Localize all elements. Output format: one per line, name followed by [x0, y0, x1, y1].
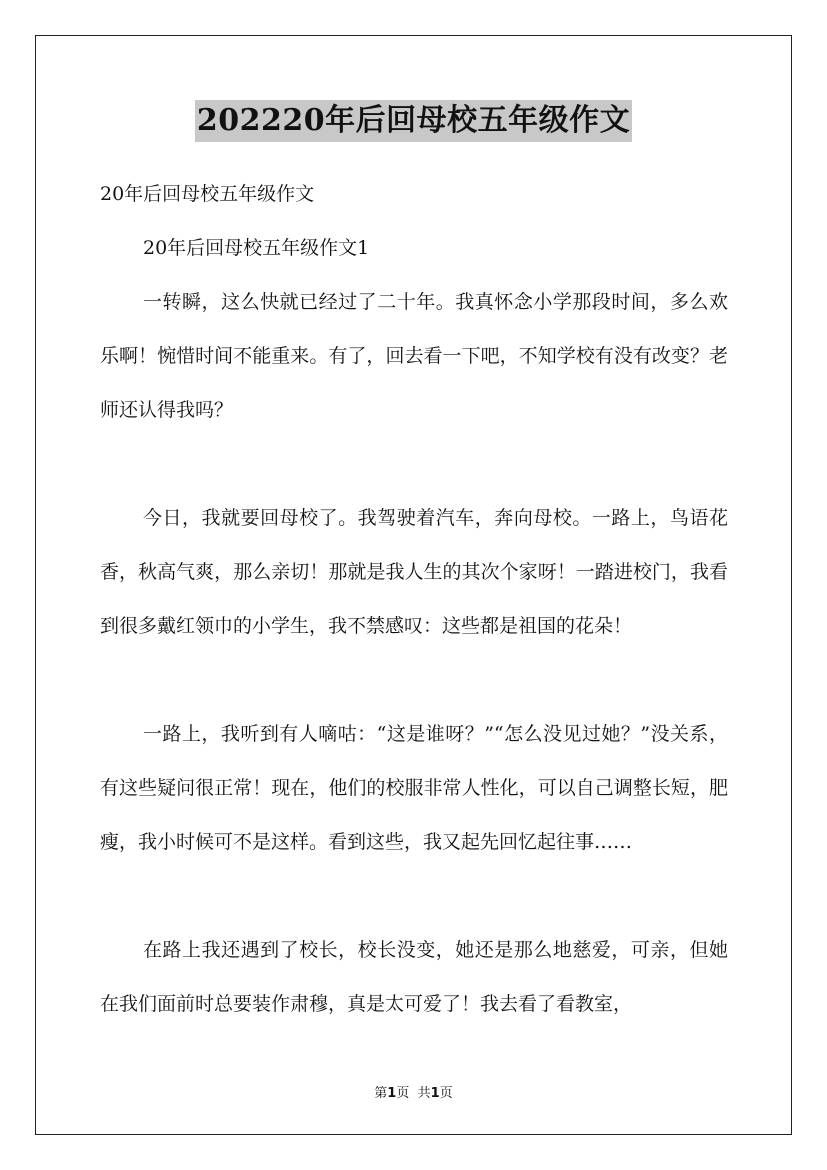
page-footer: [0, 1082, 827, 1101]
title-container: [0, 100, 827, 142]
total-suffix: 页: [439, 1086, 453, 1101]
page-prefix: 第: [374, 1086, 388, 1101]
paragraph-4: 在路上我还遇到了校长，校长没变，她还是那么地慈爱，可亲，但她在我们面前时总要装作肃穆，真是太可爱了！我去看了看教室，: [100, 939, 728, 1015]
document-subtitle: 20年后回母校五年级作文: [100, 183, 315, 205]
total-pages: 1: [430, 1086, 440, 1101]
paragraph-3: 一路上，我听到有人嘀咕：“这是谁呀？”“怎么没见过她？”没关系，有这些疑问很正常！现在，他们的校服非常人性化，可以自己调整长短，肥瘦，我小时候可不是这样。看到这些，我又起先回忆起往事……: [100, 723, 728, 853]
page-suffix: 页: [396, 1086, 410, 1101]
total-prefix: 共: [417, 1086, 431, 1101]
paragraph-2: 今日，我就要回母校了。我驾驶着汽车，奔向母校。一路上，鸟语花香，秋高气爽，那么亲切！那就是我人生的其次个家呀！一踏进校门，我看到很多戴红领巾的小学生，我不禁感叹：这些都是祖国的花朵！: [100, 507, 728, 637]
page-number: 1: [387, 1086, 397, 1101]
document-title: 202220年后回母校五年级作文: [195, 100, 632, 142]
paragraph-1: 一转瞬，这么快就已经过了二十年。我真怀念小学那段时间，多么欢乐啊！惋惜时间不能重来。有了，回去看一下吧，不知学校有没有改变？老师还认得我吗？: [100, 291, 728, 421]
section-heading: 20年后回母校五年级作文1: [143, 237, 370, 259]
